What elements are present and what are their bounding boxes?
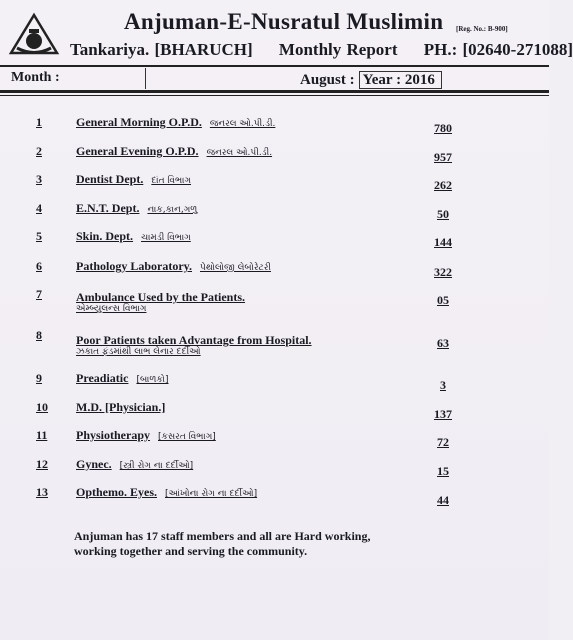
item-value: 72 [437,435,449,449]
list-item [0,259,549,289]
item-label [76,259,271,274]
item-label-en: Skin. Dept. [76,229,134,243]
item-label-gu: [કસરત વિભાગ] [158,432,216,442]
staff-note: Anjuman has 17 staff members and all are Hard working, working together and serving the community. [74,529,371,558]
item-number: 12 [36,457,48,471]
divider [0,90,549,93]
item-label [76,144,272,159]
item-label-gu: પેથોલોજી લેબોરેટરી [200,263,271,273]
item-label-gu: [બાળકો] [136,375,169,385]
year-label: Year [362,72,393,88]
list-item [0,229,549,259]
item-label-en: E.N.T. Dept. [76,201,140,215]
list-item [0,328,549,368]
item-number: 10 [36,400,48,414]
item-value: 63 [437,336,449,350]
item-label-en: Preadiatic [76,371,129,385]
list-item [0,371,549,401]
item-label-gu: [સ્ત્રી રોગ ના દર્દીઓ] [119,461,194,471]
item-number: 9 [36,371,42,385]
item-label-gu: [આંખોના રોગ ના દર્દીઓ] [165,489,258,499]
item-number: 6 [36,259,42,273]
report-period: August : Year : 2016 [300,72,442,89]
item-label-gu: જનરલ ઓ.પી.ડી. [206,148,273,158]
list-item [0,457,549,487]
item-label-gu: નાક,કાન,ગળુ [147,205,198,215]
divider [0,95,549,96]
year-value: 2016 [404,72,435,88]
item-label [76,229,191,244]
item-label [76,457,193,472]
list-item [0,115,549,145]
crest-logo-icon [9,13,59,57]
item-label [76,371,169,386]
list-item [0,172,549,202]
list-item [0,428,549,458]
item-label-en: Pathology Laboratory. [76,259,192,273]
item-value: 3 [440,378,446,392]
report-subtitle [70,40,573,60]
item-number: 4 [36,201,42,215]
item-label: Ambulance Used by the Patients. [76,290,246,304]
item-number: 13 [36,485,48,499]
list-item [0,201,549,231]
item-label [76,115,275,130]
item-label [76,201,197,216]
item-value: 44 [437,493,449,507]
item-value: 957 [434,150,452,164]
list-item [0,485,549,515]
item-label-en: Opthemo. Eyes. [76,485,157,499]
report-type: Monthly Report [278,40,398,59]
organization-title: Anjuman-E-Nusratul Muslimin [124,9,444,34]
item-label-gu: ઝકાત ફંડમાંથી લાભ લેનાર દર્દીઓ [76,347,201,357]
item-label [76,172,191,187]
item-number: 2 [36,144,42,158]
item-label [76,400,173,415]
list-item [0,287,549,323]
item-value: 144 [434,235,452,249]
item-value: 780 [434,121,452,135]
item-label [76,485,257,500]
month-value: August [300,72,346,88]
item-label [76,428,216,443]
item-value: 15 [437,464,449,478]
item-label-gu: જનરલ ઓ.પી.ડી. [209,119,276,129]
phone-number: PH.: [02640-271088] [423,40,573,59]
list-item [0,400,549,430]
item-label-en: Dentist Dept. [76,172,144,186]
item-label-en: M.D. [Physician.] [76,400,166,414]
item-label: Poor Patients taken Advantage from Hospital. [76,333,312,347]
item-number: 3 [36,172,42,186]
item-value: 322 [434,265,452,279]
item-label-gu: દાંત વિભાગ [151,176,192,186]
year-field: Year : 2016 [359,71,442,89]
item-label-en: Physiotherapy [76,428,151,442]
item-label-en: Gynec. [76,457,112,471]
item-value: 137 [434,407,452,421]
registration-number: [Reg. No.: B-900] [456,25,508,33]
item-label-gu: એમ્બ્યુલન્સ વિભાગ [76,304,147,314]
item-label-gu: ચામડી વિભાગ [141,233,191,243]
item-value: 262 [434,178,452,192]
item-value: 50 [437,207,449,221]
item-label-en: General Morning O.P.D. [76,115,202,129]
item-number: 8 [36,328,42,342]
item-label-en: General Evening O.P.D. [76,144,199,158]
item-value: 05 [437,293,449,307]
item-number: 11 [36,428,48,442]
month-label: Month : [11,70,60,85]
divider [0,65,549,67]
item-number: 1 [36,115,42,129]
item-number: 5 [36,229,42,243]
location-text: Tankariya. [BHARUCH] [70,40,253,59]
item-number: 7 [36,287,42,301]
list-item [0,144,549,174]
